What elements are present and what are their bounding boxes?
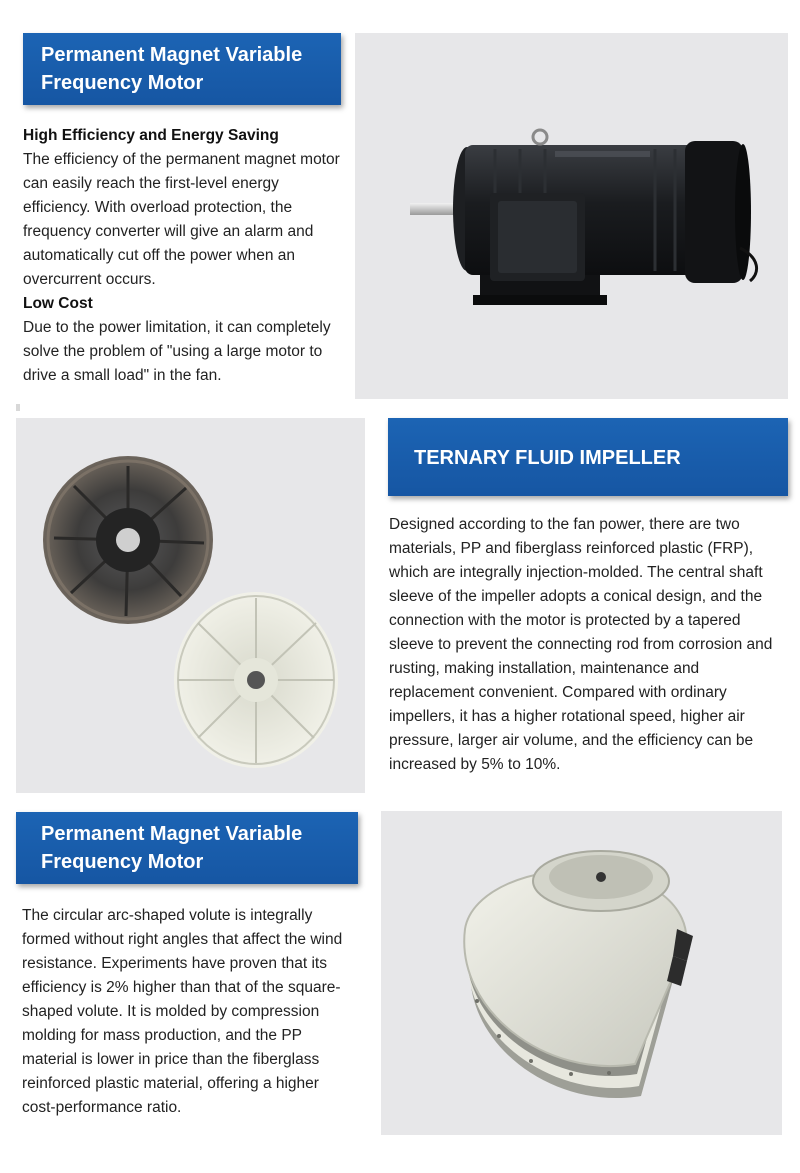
section1-paragraph-low-cost: Due to the power limitation, it can completely solve the problem of "using a large motor to drive a small load" in the fan. <box>23 319 331 384</box>
section2-title-banner <box>388 418 788 496</box>
section3-title-banner <box>16 812 358 884</box>
impellers-photo <box>16 418 365 793</box>
volute-illustration <box>381 811 782 1135</box>
section1-heading-efficiency: High Efficiency and Energy Saving <box>23 127 279 144</box>
motor-illustration <box>355 33 788 399</box>
section1-paragraph-efficiency: The efficiency of the permanent magnet motor can easily reach the first-level energy efficiency. With overload protection, the frequency converter will give an alarm and automatically cut off the power when an overcurrent occurs. <box>23 151 340 288</box>
section1-title-banner <box>23 33 341 105</box>
section1-heading-low-cost: Low Cost <box>23 295 93 312</box>
impellers-illustration <box>16 418 365 793</box>
section1-title-line1: Permanent Magnet Variable <box>41 44 303 66</box>
section2-title: TERNARY FLUID IMPELLER <box>414 447 681 469</box>
section2-text <box>389 513 785 777</box>
section1-text <box>23 124 345 388</box>
section3-paragraph: The circular arc-shaped volute is integrally formed without right angles that affect the wind resistance. Experiments have proven that its efficiency is 2% higher than that of the square-shaped volute. It is molded by compression molding for mass production, and the PP material is lower in price than the fiberglass reinforced plastic material, offering a higher cost-performance ratio. <box>22 907 343 1116</box>
small-marker <box>16 404 20 411</box>
motor-photo <box>355 33 788 399</box>
volute-photo <box>381 811 782 1135</box>
section3-title-line2: Frequency Motor <box>41 851 204 873</box>
section2-paragraph: Designed according to the fan power, there are two materials, PP and fiberglass reinforced plastic (FRP), which are integrally injection-molded. The central shaft sleeve of the impeller adopts a conical design, and the connection with the motor is protected by a tapered sleeve to prevent the connecting rod from corrosion and rusting, making installation, maintenance and replacement convenient. Compared with ordinary impellers, it has a higher rotational speed, higher air pressure, larger air volume, and the efficiency can be increased by 5% to 10%. <box>389 516 773 773</box>
section3-title-line1: Permanent Magnet Variable <box>41 823 303 845</box>
section1-title-line2: Frequency Motor <box>41 72 204 94</box>
section3-text <box>22 904 354 1120</box>
